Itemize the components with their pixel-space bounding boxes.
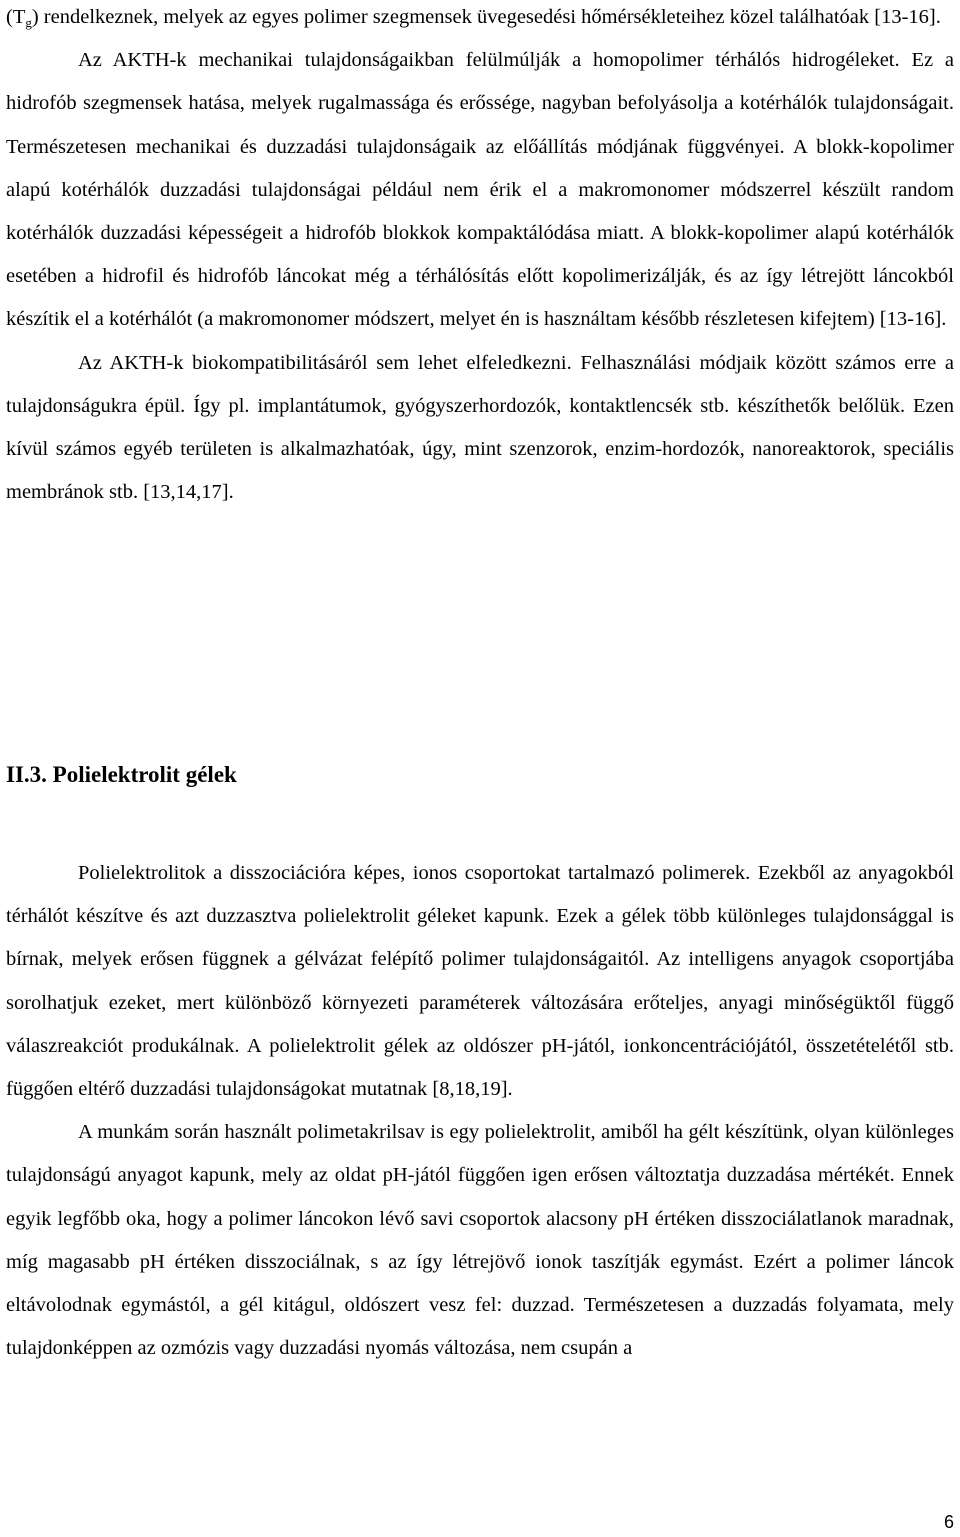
paragraph-tg-continuation: $(T_g)$ rendelkeznek, melyek az egyes polimer szegmensek üvegesedési hőmérsékleteihez közel találhatóak [13-16].: [6, 6, 941, 30]
section-heading: II.3. Polielektrolit gélek: [6, 762, 237, 787]
paragraph-biocompatibility: Az AKTH-k biokompatibilitásáról sem lehet elfeledkezni. Felhasználási módjaik között számos erre a tulajdonságukra épül. Így pl. implantátumok, gyógyszerhordozók, kontaktlencsék stb. készíthetők belőlük. Ezen kívül számos egyéb területen is alkalmazhatóak, úgy, mint szenzorok, enzim-hordozók, nanoreaktorok, speciális membránok stb. [13,14,17].: [6, 351, 954, 504]
paragraph-polyelectrolytes: Polielektrolitok a disszociációra képes, ionos csoportokat tartalmazó polimerek. Ezekből az anyagokból térhálót készítve és azt duzzasztva polielektrolit géleket kapunk. Ezek a gélek több különleges tulajdonsággal is bírnak, melyek erősen függnek a gélvázat felépítő polimer tulajdonságaitól. Az intelligens anyagok csoportjába sorolhatjuk ezeket, mert különböző környezeti paraméterek változására erőteljes, anyagi minőségüktől függő válaszreakciót produkálnak. A polielektrolit gélek az oldószer pH-jától, ionkoncentrációjától, összetételétől stb. függően eltérő duzzadási tulajdonságokat mutatnak [8,18,19].: [6, 862, 954, 1101]
page-number: 6: [943, 1512, 954, 1532]
text-block-akth: [6, 0, 954, 514]
text-block-polyelectrolyte: [6, 852, 954, 1370]
paragraph-polymethacrylic-acid: A munkám során használt polimetakrilsav is egy polielektrolit, amiből ha gélt készítünk, olyan különleges tulajdonságú anyagot kapunk, mely az oldat pH-jától függően igen erősen változtatja duzzadása mértékét. Ennek egyik legfőbb oka, hogy a polimer láncokon lévő savi csoportok alacsony pH értéken disszociálatlanok maradnak, míg magasabb pH értéken disszociálnak, s az így létrejövő ionok taszítják egymást. Ezért a polimer láncok eltávolodnak egymástól, a gél kitágul, oldószert vesz fel: duzzad. Természetesen a duzzadás folyamata, mely tulajdonképpen az ozmózis vagy duzzadási nyomás változása, nem csupán a: [6, 1121, 954, 1360]
paragraph-mechanical-properties: Az AKTH-k mechanikai tulajdonságaikban felülmúlják a homopolimer térhálós hidrogéleket. Ez a hidrofób szegmensek hatása, melyek rugalmassága és erőssége, nagyban befolyásolja a kotérhálók tulajdonságait. Természetesen mechanikai és duzzadási tulajdonságaik az előállítás módjának függvényei. A blokk-kopolimer alapú kotérhálók duzzadási tulajdonságai például nem érik el a makromonomer módszerrel készült random kotérhálók duzzadási képességeit a hidrofób blokkok kompaktálódása miatt. A blokk-kopolimer alapú kotérhálók esetében a hidrofil és hidrofób láncokat még a térhálósítás előtt kopolimerizálják, és az így létrejött láncokból készítik el a kotérhálót (a makromonomer módszert, melyet én is használtam később részletesen kifejtem) [13-16].: [6, 49, 954, 331]
